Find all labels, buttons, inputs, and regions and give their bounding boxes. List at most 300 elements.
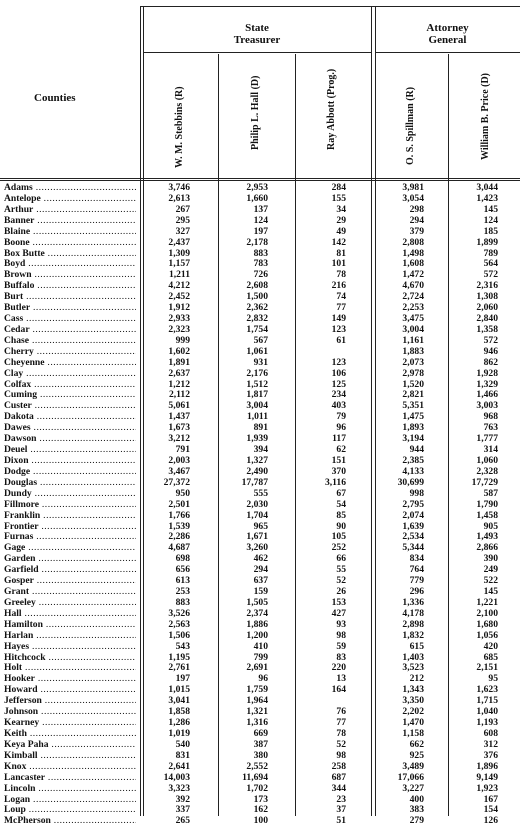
vote-count: 2,933 xyxy=(168,313,190,325)
vote-count: 62 xyxy=(336,444,346,456)
vote-count: 2,112 xyxy=(168,389,190,401)
vote-count: 2,374 xyxy=(246,607,268,619)
vote-count: 1,316 xyxy=(246,717,268,729)
vote-count: 998 xyxy=(409,487,424,499)
vote-count: 162 xyxy=(253,804,268,816)
vote-count: 1,505 xyxy=(246,596,268,608)
vote-count: 17,787 xyxy=(241,476,268,488)
vote-count: 77 xyxy=(336,717,346,729)
vote-count: 564 xyxy=(483,258,498,270)
vote-count: 669 xyxy=(253,728,268,739)
vote-count: 2,637 xyxy=(168,367,190,379)
vote-count: 1,466 xyxy=(476,389,498,401)
county-name: Hooker ..... xyxy=(4,674,136,685)
vote-count: 1,493 xyxy=(476,531,498,543)
vote-count: 2,724 xyxy=(402,291,424,303)
vote-count: 2,060 xyxy=(476,302,498,314)
county-name: Banner ..... xyxy=(4,216,136,227)
group-heading-line: Attorney xyxy=(426,22,469,34)
vote-count: 950 xyxy=(175,487,190,499)
vote-count: 52 xyxy=(336,738,346,750)
county-name: Cass ..... xyxy=(4,314,136,325)
county-name: Loup ..... xyxy=(4,805,136,816)
vote-count: 3,523 xyxy=(402,662,424,674)
vote-count: 2,795 xyxy=(402,498,424,510)
vote-count: 13 xyxy=(336,673,346,685)
vote-count: 1,790 xyxy=(476,498,498,510)
vote-count: 106 xyxy=(331,367,346,379)
vote-count: 1,680 xyxy=(476,618,498,630)
vote-count: 1,912 xyxy=(168,302,190,314)
group-heading-state-treasurer xyxy=(143,22,371,46)
vote-count: 123 xyxy=(331,356,346,368)
vote-count: 698 xyxy=(175,553,190,565)
county-name: Brown ..... xyxy=(4,270,136,281)
vote-count: 151 xyxy=(331,455,346,466)
vote-count: 1,539 xyxy=(168,520,190,532)
vote-count: 149 xyxy=(331,313,346,325)
vote-count: 17,066 xyxy=(397,771,424,783)
table-row xyxy=(0,369,520,380)
vote-count: 294 xyxy=(253,564,268,576)
vote-count: 164 xyxy=(331,684,346,696)
group-rule xyxy=(375,52,520,53)
vote-count: 1,896 xyxy=(476,760,498,772)
vote-count: 1,221 xyxy=(476,596,498,608)
vote-count: 61 xyxy=(336,334,346,346)
vote-count: 608 xyxy=(483,728,498,739)
vote-count: 383 xyxy=(409,804,424,816)
vote-count: 5,351 xyxy=(402,400,424,412)
vote-count: 380 xyxy=(253,749,268,761)
vote-count: 54 xyxy=(336,498,346,510)
vote-count: 249 xyxy=(483,564,498,576)
vote-count: 1,832 xyxy=(402,629,424,641)
vote-count: 1,623 xyxy=(476,684,498,696)
vote-count: 1,715 xyxy=(476,695,498,707)
vote-count: 145 xyxy=(483,203,498,215)
vote-count: 197 xyxy=(175,673,190,685)
vote-count: 3,004 xyxy=(246,400,268,412)
vote-count: 2,552 xyxy=(246,760,268,772)
vote-count: 944 xyxy=(409,444,424,456)
vote-count: 2,385 xyxy=(402,455,424,466)
county-name: Gage ..... xyxy=(4,543,136,554)
vote-count: 74 xyxy=(336,291,346,303)
county-name: Frontier ..... xyxy=(4,522,136,533)
group-heading-line: State xyxy=(245,22,269,34)
table-row xyxy=(0,784,520,795)
vote-count: 4,687 xyxy=(168,542,190,554)
vote-count: 764 xyxy=(409,564,424,576)
county-name: Johnson ..... xyxy=(4,707,136,718)
vote-count: 379 xyxy=(409,225,424,237)
vote-count: 154 xyxy=(483,804,498,816)
vote-count: 216 xyxy=(331,280,346,292)
vote-count: 1,056 xyxy=(476,629,498,641)
vote-count: 572 xyxy=(483,269,498,281)
vote-count: 1,358 xyxy=(476,323,498,335)
county-name: Butler ..... xyxy=(4,303,136,314)
table-top-rule xyxy=(140,6,520,7)
vote-count: 93 xyxy=(336,618,346,630)
vote-count: 78 xyxy=(336,728,346,739)
vote-count: 410 xyxy=(253,640,268,652)
county-name: Custer ..... xyxy=(4,401,136,412)
vote-count: 1,660 xyxy=(246,192,268,204)
vote-count: 1,060 xyxy=(476,455,498,466)
county-name: Arthur ..... xyxy=(4,205,136,216)
vote-count: 137 xyxy=(253,203,268,215)
vote-count: 258 xyxy=(331,760,346,772)
vote-count: 799 xyxy=(253,651,268,663)
vote-count: 3,227 xyxy=(402,782,424,794)
vote-count: 1,817 xyxy=(246,389,268,401)
vote-count: 1,506 xyxy=(168,629,190,641)
county-name: Cheyenne ..... xyxy=(4,358,136,369)
vote-count: 3,981 xyxy=(402,182,424,193)
vote-count: 124 xyxy=(483,214,498,226)
table-row xyxy=(0,762,520,773)
vote-count: 3,526 xyxy=(168,607,190,619)
vote-count: 891 xyxy=(253,422,268,434)
vote-count: 656 xyxy=(175,564,190,576)
county-name: Grant ..... xyxy=(4,587,136,598)
vote-count: 1,015 xyxy=(168,684,190,696)
vote-count: 555 xyxy=(253,487,268,499)
county-name: Garden ..... xyxy=(4,554,136,565)
vote-count: 3,212 xyxy=(168,433,190,445)
vote-count: 337 xyxy=(175,804,190,816)
vote-count: 831 xyxy=(175,749,190,761)
vote-count: 1,472 xyxy=(402,269,424,281)
vote-count: 783 xyxy=(253,258,268,270)
vote-count: 1,403 xyxy=(402,651,424,663)
vote-count: 34 xyxy=(336,203,346,215)
vote-count: 1,891 xyxy=(168,356,190,368)
vote-count: 90 xyxy=(336,520,346,532)
vote-count: 2,323 xyxy=(168,323,190,335)
vote-count: 142 xyxy=(331,236,346,248)
county-name: Cherry ..... xyxy=(4,347,136,358)
vote-count: 2,100 xyxy=(476,607,498,619)
header-bottom-rule xyxy=(0,180,520,181)
vote-count: 125 xyxy=(331,378,346,390)
vote-count: 1,893 xyxy=(402,422,424,434)
vote-count: 2,898 xyxy=(402,618,424,630)
vote-count: 3,054 xyxy=(402,192,424,204)
vote-count: 4,133 xyxy=(402,465,424,477)
vote-count: 1,858 xyxy=(168,706,190,718)
vote-count: 1,193 xyxy=(476,717,498,729)
vote-count: 420 xyxy=(483,640,498,652)
vote-count: 124 xyxy=(253,214,268,226)
vote-count: 2,866 xyxy=(476,542,498,554)
vote-count: 2,178 xyxy=(246,236,268,248)
vote-count: 3,489 xyxy=(402,760,424,772)
vote-count: 284 xyxy=(331,182,346,193)
vote-count: 1,886 xyxy=(246,618,268,630)
vote-count: 613 xyxy=(175,575,190,587)
vote-count: 2,437 xyxy=(168,236,190,248)
vote-count: 27,372 xyxy=(163,476,190,488)
vote-count: 862 xyxy=(483,356,498,368)
vote-count: 1,777 xyxy=(476,433,498,445)
county-name: Clay ..... xyxy=(4,369,136,380)
vote-count: 400 xyxy=(409,793,424,805)
vote-count: 155 xyxy=(331,192,346,204)
vote-count: 52 xyxy=(336,575,346,587)
vote-count: 167 xyxy=(483,793,498,805)
vote-count: 522 xyxy=(483,575,498,587)
vote-count: 2,286 xyxy=(168,531,190,543)
table-row xyxy=(0,631,520,642)
vote-count: 314 xyxy=(483,444,498,456)
vote-count: 1,308 xyxy=(476,291,498,303)
vote-count: 252 xyxy=(331,542,346,554)
vote-count: 615 xyxy=(409,640,424,652)
vote-count: 662 xyxy=(409,738,424,750)
counties-header: Counties xyxy=(34,92,76,104)
county-name: Dakota ..... xyxy=(4,412,136,423)
vote-count: 1,766 xyxy=(168,509,190,521)
vote-count: 2,202 xyxy=(402,706,424,718)
county-name: Dawson ..... xyxy=(4,434,136,445)
candidate-header-spillman: O. S. Spillman (R) xyxy=(405,86,416,165)
vote-count: 2,074 xyxy=(402,509,424,521)
vote-count: 296 xyxy=(409,586,424,598)
candidate-header-stebbins: W. M. Stebbins (R) xyxy=(174,86,185,168)
vote-count: 1,336 xyxy=(402,596,424,608)
vote-count: 1,286 xyxy=(168,717,190,729)
vote-count: 2,176 xyxy=(246,367,268,379)
vote-count: 3,003 xyxy=(476,400,498,412)
vote-count: 14,003 xyxy=(163,771,190,783)
vote-count: 78 xyxy=(336,269,346,281)
vote-count: 2,253 xyxy=(402,302,424,314)
vote-count: 779 xyxy=(409,575,424,587)
county-name: McPherson ..... xyxy=(4,816,136,827)
group-heading-line: Treasurer xyxy=(233,34,281,46)
vote-count: 2,534 xyxy=(402,531,424,543)
vote-count: 387 xyxy=(253,738,268,750)
vote-count: 1,704 xyxy=(246,509,268,521)
county-name: Logan ..... xyxy=(4,795,136,806)
vote-count: 23 xyxy=(336,793,346,805)
vote-count: 327 xyxy=(175,225,190,237)
vote-count: 79 xyxy=(336,411,346,423)
vote-count: 403 xyxy=(331,400,346,412)
vote-count: 3,194 xyxy=(402,433,424,445)
vote-count: 1,702 xyxy=(246,782,268,794)
vote-count: 1,964 xyxy=(246,695,268,707)
vote-count: 968 xyxy=(483,411,498,423)
vote-count: 265 xyxy=(175,815,190,827)
vote-count: 4,212 xyxy=(168,280,190,292)
vote-count: 2,316 xyxy=(476,280,498,292)
vote-count: 1,759 xyxy=(246,684,268,696)
vote-count: 543 xyxy=(175,640,190,652)
vote-count: 212 xyxy=(409,673,424,685)
vote-count: 1,019 xyxy=(168,728,190,739)
vote-count: 185 xyxy=(483,225,498,237)
vote-count: 883 xyxy=(253,247,268,259)
vote-count: 2,608 xyxy=(246,280,268,292)
vote-count: 1,498 xyxy=(402,247,424,259)
candidate-header-hall: Philip L. Hall (D) xyxy=(250,75,261,150)
table-row xyxy=(0,642,520,653)
vote-count: 30,699 xyxy=(397,476,424,488)
vote-count: 11,694 xyxy=(242,771,268,783)
vote-count: 1,158 xyxy=(402,728,424,739)
county-name: Burt ..... xyxy=(4,292,136,303)
vote-count: 1,520 xyxy=(402,378,424,390)
vote-count: 1,602 xyxy=(168,345,190,357)
vote-count: 2,840 xyxy=(476,313,498,325)
vote-count: 76 xyxy=(336,706,346,718)
county-name: Kearney ..... xyxy=(4,718,136,729)
vote-count: 267 xyxy=(175,203,190,215)
vote-count: 1,321 xyxy=(246,706,268,718)
vote-count: 999 xyxy=(175,334,190,346)
vote-count: 2,613 xyxy=(168,192,190,204)
vote-count: 1,040 xyxy=(476,706,498,718)
vote-count: 1,928 xyxy=(476,367,498,379)
vote-count: 3,044 xyxy=(476,182,498,193)
vote-count: 85 xyxy=(336,509,346,521)
county-name: Antelope ..... xyxy=(4,194,136,205)
vote-count: 2,501 xyxy=(168,498,190,510)
group-heading-line: General xyxy=(428,34,467,46)
vote-count: 2,953 xyxy=(246,182,268,193)
county-name: Howard ..... xyxy=(4,685,136,696)
vote-count: 197 xyxy=(253,225,268,237)
county-name: Cedar ..... xyxy=(4,325,136,336)
vote-count: 2,073 xyxy=(402,356,424,368)
vote-count: 96 xyxy=(258,673,268,685)
county-name: Holt ..... xyxy=(4,663,136,674)
county-name: Cuming ..... xyxy=(4,390,136,401)
vote-count: 1,754 xyxy=(246,323,268,335)
table-row xyxy=(0,216,520,227)
vote-count: 2,362 xyxy=(246,302,268,314)
vote-count: 51 xyxy=(336,815,346,827)
vote-count: 1,458 xyxy=(476,509,498,521)
county-name: Hitchcock ..... xyxy=(4,653,136,664)
table-row xyxy=(0,773,520,784)
vote-count: 1,899 xyxy=(476,236,498,248)
county-name: Gosper ..... xyxy=(4,576,136,587)
county-name: Keya Paha ..... xyxy=(4,740,136,751)
candidate-header-price: William B. Price (D) xyxy=(480,72,491,160)
vote-count: 946 xyxy=(483,345,498,357)
vote-count: 1,200 xyxy=(246,629,268,641)
vote-count: 1,500 xyxy=(246,291,268,303)
vote-count: 2,030 xyxy=(246,498,268,510)
vote-count: 1,608 xyxy=(402,258,424,270)
vote-count: 3,475 xyxy=(402,313,424,325)
vote-count: 298 xyxy=(409,203,424,215)
vote-count: 1,212 xyxy=(168,378,190,390)
county-name: Colfax ..... xyxy=(4,380,136,391)
vote-count: 126 xyxy=(483,815,498,827)
county-name: Chase ..... xyxy=(4,336,136,347)
vote-count: 2,563 xyxy=(168,618,190,630)
vote-count: 1,011 xyxy=(246,411,268,423)
vote-count: 123 xyxy=(331,323,346,335)
vote-count: 153 xyxy=(331,596,346,608)
vote-count: 295 xyxy=(175,214,190,226)
vote-count: 763 xyxy=(483,422,498,434)
vote-count: 105 xyxy=(331,531,346,543)
vote-count: 2,978 xyxy=(402,367,424,379)
vote-count: 3,350 xyxy=(402,695,424,707)
county-name: Dixon ..... xyxy=(4,456,136,467)
vote-count: 2,003 xyxy=(168,455,190,466)
vote-count: 1,671 xyxy=(246,531,268,543)
vote-count: 1,061 xyxy=(246,345,268,357)
county-name: Deuel ..... xyxy=(4,445,136,456)
vote-count: 2,490 xyxy=(246,465,268,477)
vote-count: 2,328 xyxy=(476,465,498,477)
vote-count: 100 xyxy=(253,815,268,827)
vote-count: 312 xyxy=(483,738,498,750)
county-name: Furnas ..... xyxy=(4,532,136,543)
table-row xyxy=(0,816,520,827)
vote-count: 77 xyxy=(336,302,346,314)
county-name: Adams ..... xyxy=(4,183,136,194)
county-name: Garfield ..... xyxy=(4,565,136,576)
vote-count: 98 xyxy=(336,629,346,641)
vote-count: 2,691 xyxy=(246,662,268,674)
vote-count: 834 xyxy=(409,553,424,565)
vote-count: 1,329 xyxy=(476,378,498,390)
county-name: Boone ..... xyxy=(4,238,136,249)
vote-count: 637 xyxy=(253,575,268,587)
vote-count: 101 xyxy=(331,258,346,270)
vote-count: 344 xyxy=(331,782,346,794)
vote-count: 117 xyxy=(332,433,346,445)
vote-count: 1,639 xyxy=(402,520,424,532)
vote-count: 394 xyxy=(253,444,268,456)
vote-count: 905 xyxy=(483,520,498,532)
county-name: Franklin ..... xyxy=(4,511,136,522)
vote-count: 390 xyxy=(483,553,498,565)
vote-count: 427 xyxy=(331,607,346,619)
county-name: Box Butte ..... xyxy=(4,249,136,260)
vote-count: 376 xyxy=(483,749,498,761)
vote-count: 9,149 xyxy=(476,771,498,783)
vote-count: 1,309 xyxy=(168,247,190,259)
county-name: Kimball ..... xyxy=(4,751,136,762)
vote-count: 1,512 xyxy=(246,378,268,390)
vote-count: 67 xyxy=(336,487,346,499)
vote-count: 2,761 xyxy=(168,662,190,674)
table-row xyxy=(0,227,520,238)
vote-count: 1,437 xyxy=(168,411,190,423)
vote-count: 95 xyxy=(488,673,498,685)
vote-count: 392 xyxy=(175,793,190,805)
vote-count: 925 xyxy=(409,749,424,761)
vote-count: 17,729 xyxy=(471,476,498,488)
vote-count: 370 xyxy=(331,465,346,477)
county-name: Lincoln ..... xyxy=(4,784,136,795)
vote-count: 159 xyxy=(253,586,268,598)
county-name: Hall ..... xyxy=(4,609,136,620)
vote-count: 3,004 xyxy=(402,323,424,335)
vote-count: 5,344 xyxy=(402,542,424,554)
table-row xyxy=(0,238,520,249)
